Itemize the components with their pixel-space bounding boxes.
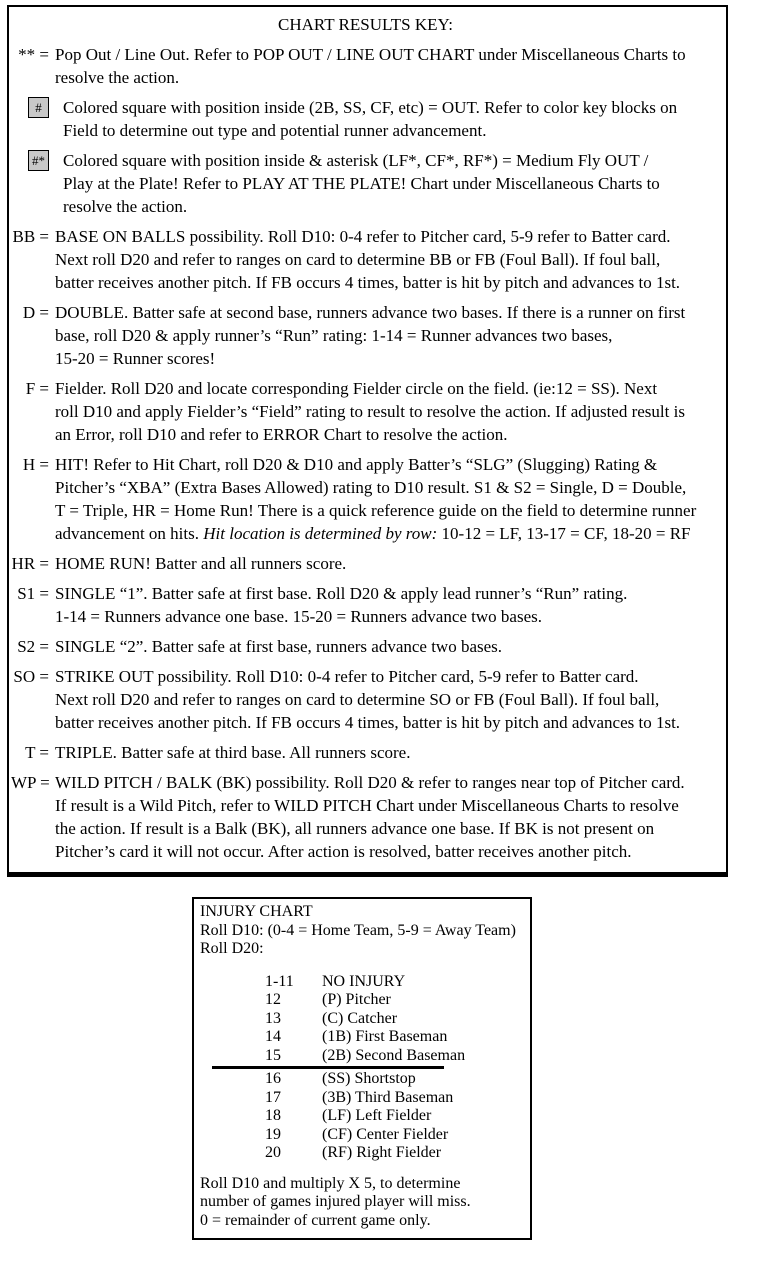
key-entry-line: batter receives another pitch. If FB occurs 4 times, batter is hit by pitch and advances to 1st. (55, 713, 681, 732)
key-entry-triple (11, 741, 720, 764)
key-entry-line: the action. If result is a Balk (BK), all runners advance one base. If BK is not present on (55, 819, 655, 838)
key-entry-line: resolve the action. (55, 68, 180, 87)
injury-footer-line: 0 = remainder of current game only. (200, 1211, 431, 1229)
injury-result: (C) Catcher (322, 1009, 398, 1027)
injury-result: (RF) Right Fielder (322, 1144, 442, 1161)
key-entry-home-run (11, 552, 720, 575)
key-entry-line: If result is a Wild Pitch, refer to WILD PITCH Chart under Miscellaneous Charts to resolve (55, 796, 679, 815)
key-entry-line: DOUBLE. Batter safe at second base, runners advance two bases. If there is a runner on first (55, 303, 686, 322)
key-entry-line: Colored square with position inside (2B, SS, CF, etc) = OUT. Refer to color key blocks on (63, 98, 678, 117)
injury-roll-range: 1-11 (265, 972, 294, 990)
injury-roll-range: 18 (265, 1107, 281, 1124)
injury-row (200, 1126, 530, 1145)
key-entry-line: Fielder. Roll D20 and locate corresponding Fielder circle on the field. (ie:12 = SS). Next (55, 379, 658, 398)
injury-roll-range: 13 (265, 1009, 281, 1027)
key-entry-strike-out (11, 665, 720, 734)
key-entry-line: TRIPLE. Batter safe at third base. All runners score. (55, 743, 411, 762)
key-entry-line-hit-location (55, 522, 720, 545)
injury-footer-line: Roll D10 and multiply X 5, to determine (200, 1174, 461, 1192)
key-entry-term: ** = (18, 45, 49, 64)
injury-table (200, 973, 530, 1163)
key-entry-line: Field to determine out type and potential runner advancement. (63, 121, 487, 140)
key-entry-line: STRIKE OUT possibility. Roll D10: 0-4 refer to Pitcher card, 5-9 refer to Batter card. (55, 667, 639, 686)
key-entry-line: Play at the Plate! Refer to PLAY AT THE PLATE! Chart under Miscellaneous Charts to (63, 174, 660, 193)
injury-row (200, 1047, 530, 1066)
injury-roll-range: 16 (265, 1070, 281, 1087)
key-entry-term: SO = (13, 667, 49, 686)
injury-row (200, 1028, 530, 1047)
injury-chart-panel (192, 897, 532, 1240)
key-entry-line: Colored square with position inside & asterisk (LF*, CF*, RF*) = Medium Fly OUT / (63, 151, 649, 170)
key-entry-wild-pitch (11, 771, 720, 863)
injury-roll-range: 20 (265, 1144, 281, 1161)
key-entry-line: Next roll D20 and refer to ranges on card to determine BB or FB (Foul Ball). If foul ball, (55, 250, 661, 269)
key-entry-term: S1 = (17, 584, 49, 603)
key-entry-colored-square-out (11, 96, 720, 142)
injury-result: (LF) Left Fielder (322, 1107, 432, 1124)
chart-results-key-panel (7, 5, 728, 877)
key-entry-term: BB = (12, 227, 49, 246)
key-entry-line: base, roll D20 & apply runner’s “Run” rating: 1-14 = Runner advances two bases, (55, 326, 613, 345)
key-entry-popout-lineout (11, 43, 720, 89)
key-entry-line: T = Triple, HR = Home Run! There is a quick reference guide on the field to determine runner (55, 501, 697, 520)
key-entry-line: Next roll D20 and refer to ranges on card to determine SO or FB (Foul Ball). If foul ball, (55, 690, 660, 709)
injury-result: (1B) First Baseman (322, 1028, 448, 1045)
key-entry-line: batter receives another pitch. If FB occurs 4 times, batter is hit by pitch and advances to 1st. (55, 273, 681, 292)
key-entry-line: resolve the action. (63, 197, 188, 216)
key-entry-fielder (11, 377, 720, 446)
hit-location-pre: advancement on hits. (55, 524, 204, 543)
injury-roll-d20-instruction: Roll D20: (200, 940, 264, 957)
injury-row (200, 991, 530, 1010)
key-entry-term: D = (22, 303, 49, 322)
injury-row (200, 973, 530, 992)
colored-square-asterisk-icon: #* (28, 150, 49, 171)
injury-row (200, 1107, 530, 1126)
key-entry-line: Pitcher’s “XBA” (Extra Bases Allowed) rating to D10 result. S1 & S2 = Single, D = Double, (55, 478, 687, 497)
injury-divider-line (212, 1066, 444, 1069)
key-entry-line: SINGLE “1”. Batter safe at first base. Roll D20 & apply lead runner’s “Run” rating. (55, 584, 628, 603)
key-entry-line: Pop Out / Line Out. Refer to POP OUT / LINE OUT CHART under Miscellaneous Charts to (55, 45, 686, 64)
injury-result: (P) Pitcher (322, 991, 391, 1008)
injury-row (200, 1010, 530, 1029)
key-entry-line: 15-20 = Runner scores! (55, 349, 216, 368)
key-entry-line: 1-14 = Runners advance one base. 15-20 = Runners advance two bases. (55, 607, 543, 626)
key-entry-term: WP = (11, 773, 50, 792)
injury-result: (SS) Shortstop (322, 1070, 416, 1087)
injury-roll-range: 14 (265, 1028, 281, 1045)
key-entry-single-1 (11, 582, 720, 628)
injury-row (200, 1089, 530, 1108)
page-title: CHART RESULTS KEY: (277, 15, 453, 34)
colored-square-icon: # (28, 97, 49, 118)
key-entry-line: HOME RUN! Batter and all runners score. (55, 554, 347, 573)
injury-row (200, 1070, 530, 1089)
injury-roll-range: 17 (265, 1088, 281, 1106)
hit-location-italic: Hit location is determined by row: (203, 524, 438, 543)
injury-result: (2B) Second Baseman (322, 1046, 466, 1064)
injury-result: (CF) Center Fielder (322, 1125, 449, 1143)
injury-chart-title: INJURY CHART (200, 903, 313, 920)
injury-roll-d10-instruction: Roll D10: (0-4 = Home Team, 5-9 = Away Team) (200, 921, 516, 939)
hit-location-post: 10-12 = LF, 13-17 = CF, 18-20 = RF (437, 524, 691, 543)
key-entry-term: S2 = (17, 637, 49, 656)
key-entry-colored-square-asterisk (11, 149, 720, 218)
injury-roll-range: 15 (265, 1046, 281, 1064)
key-entry-line: BASE ON BALLS possibility. Roll D10: 0-4 refer to Pitcher card, 5-9 refer to Batter card. (55, 227, 671, 246)
key-entry-line: WILD PITCH / BALK (BK) possibility. Roll D20 & refer to ranges near top of Pitcher card. (55, 773, 685, 792)
key-entry-term: H = (22, 455, 49, 474)
key-entry-line: SINGLE “2”. Batter safe at first base, runners advance two bases. (55, 637, 503, 656)
key-entry-single-2 (11, 635, 720, 658)
injury-roll-range: 19 (265, 1125, 281, 1143)
key-entry-line: HIT! Refer to Hit Chart, roll D20 & D10 and apply Batter’s “SLG” (Slugging) Rating & (55, 455, 658, 474)
key-entry-line: an Error, roll D10 and refer to ERROR Chart to resolve the action. (55, 425, 508, 444)
injury-footer-line: number of games injured player will miss. (200, 1193, 471, 1210)
key-entry-term: T = (25, 743, 49, 762)
injury-result: (3B) Third Baseman (322, 1088, 454, 1106)
injury-footer (200, 1175, 530, 1231)
injury-row (200, 1144, 530, 1163)
key-entry-double (11, 301, 720, 370)
injury-result: NO INJURY (322, 972, 406, 990)
key-entry-hit (11, 453, 720, 545)
injury-roll-range: 12 (265, 991, 281, 1008)
key-entry-line: roll D10 and apply Fielder’s “Field” rating to result to resolve the action. If adjusted result is (55, 402, 685, 421)
key-entry-term: HR = (11, 554, 49, 573)
key-entry-line: Pitcher’s card it will not occur. After action is resolved, batter receives another pitch. (55, 842, 632, 861)
key-entry-term: F = (25, 379, 49, 398)
key-entry-bb (11, 225, 720, 294)
